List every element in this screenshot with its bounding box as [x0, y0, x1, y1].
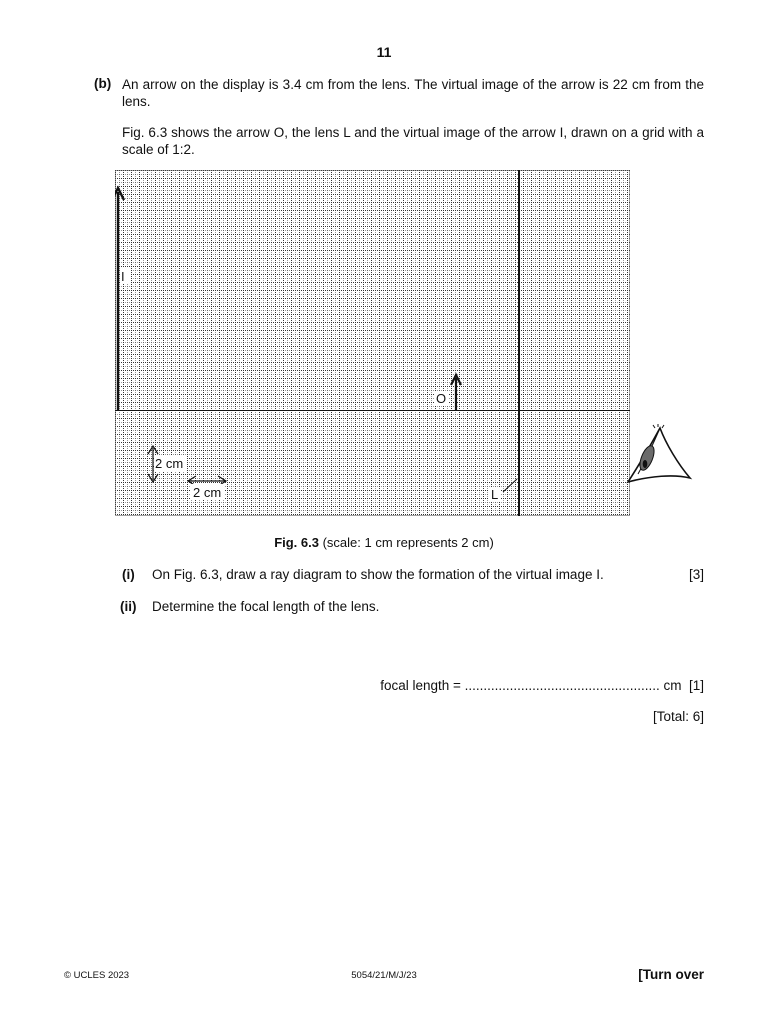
part-b-paragraph-2: Fig. 6.3 shows the arrow O, the lens L and the virtual image of the arrow I, drawn on a grid with a scale of 1:2. — [122, 125, 704, 157]
focal-length-label: focal length = — [380, 678, 465, 693]
question-i-mark: [3] — [688, 567, 704, 582]
eye-icon — [624, 424, 694, 488]
question-i-number: (i) — [122, 567, 135, 582]
focal-length-unit: cm — [663, 678, 682, 693]
figure-6-3 — [115, 170, 630, 520]
footer-turn-over: [Turn over — [638, 967, 704, 982]
figure-caption — [0, 535, 768, 550]
part-b-paragraph-1: An arrow on the display is 3.4 cm from the lens. The virtual image of the arrow is 22 cm from the lens. — [122, 77, 704, 109]
question-i-text: On Fig. 6.3, draw a ray diagram to show the formation of the virtual image I. — [152, 567, 604, 582]
label-i: I — [121, 269, 125, 284]
scale-label-vertical: 2 cm — [155, 456, 184, 471]
scale-label-horizontal: 2 cm — [193, 485, 222, 500]
part-b-label: (b) — [94, 76, 112, 91]
focal-length-answer-line — [380, 678, 704, 693]
focal-length-mark: [1] — [688, 678, 704, 693]
page-number: 11 — [376, 44, 392, 60]
focal-length-input[interactable]: .................................................... — [464, 678, 660, 693]
question-ii-number: (ii) — [120, 599, 137, 614]
figure-caption-rest: (scale: 1 cm represents 2 cm) — [318, 535, 494, 550]
question-ii-text: Determine the focal length of the lens. — [152, 599, 380, 614]
total-marks: [Total: 6] — [652, 709, 704, 724]
footer-copyright: © UCLES 2023 — [64, 970, 130, 981]
grid-background — [115, 170, 630, 516]
label-l: L — [491, 487, 499, 502]
label-o: O — [436, 391, 447, 406]
footer-code: 5054/21/M/J/23 — [351, 970, 417, 981]
figure-caption-bold: Fig. 6.3 — [274, 535, 319, 550]
